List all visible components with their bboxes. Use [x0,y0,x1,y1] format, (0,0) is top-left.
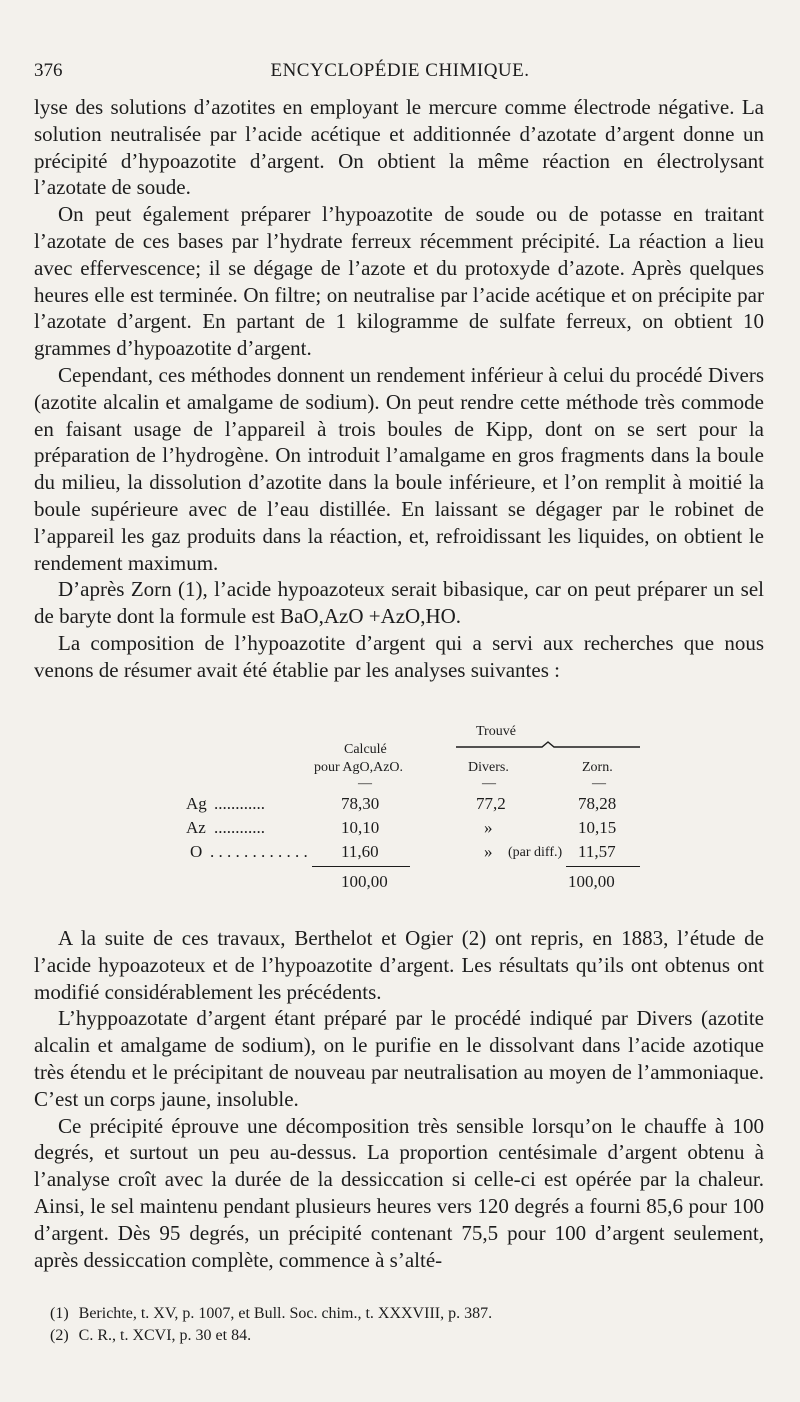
total-zorn: 100,00 [568,872,615,891]
paragraph: La composition de l’hypoazotite d’argent qui a servi aux recherches que nous venons de résumer avait été établie par les analyses suivantes : [34,630,764,682]
dot-leader: ............ [214,794,265,813]
footnote [50,1325,750,1347]
analysis-table [186,724,640,896]
paragraph: L’hyppoazotate d’argent étant préparé par le procédé indiqué par Divers (azotite alcalin et amalgame de sodium), on le purifie en le dissolvant dans l’acide azotique très étendu et le précipitant de nouveau par neutralisation au moyen de l’ammoniaque. C’est un corps jaune, insoluble. [34,1006,764,1111]
paragraph: D’après Zorn (1), l’acide hypoazoteux serait bibasique, car on peut préparer un sel de baryte dont la formule est BaO,AzO +AzO,HO. [34,577,764,629]
trouve-label: Trouvé [476,724,516,739]
divers-dash: — [482,776,496,791]
calc-dash: — [358,776,372,791]
element-symbol: Az [186,818,206,837]
paragraph: Cependant, ces méthodes donnent un rendement inférieur à celui du procédé Divers (azotite alcalin et amalgame de sodium). On peut rendre cette méthode très commode en faisant usage de l’appareil à trois boules de Kipp, dont on se sert pour la préparation de l’hydrogène. On introduit l’amalgame en gros fragments dans la boule du milieu, la dissolution d’azotite dans la boule inférieure, et l’on remplit à moitié la boule supérieure avec de l’eau distillée. En laissant se dégager par le robinet de l’appareil les gaz produits dans la réaction, et, refroidissant les liquides, on obtient le rendement maximum. [34,362,764,575]
page-number: 376 [34,60,63,81]
footnote-text: Berichte, t. XV, p. 1007, et Bull. Soc. chim., t. XXXVIII, p. 387. [78,1305,493,1322]
total-calc: 100,00 [341,872,388,891]
value-note: (par diff.) [508,845,563,860]
calc-label: Calculé [344,742,387,757]
footnote-mark: (2) [50,1327,69,1344]
calc-value: 11,60 [341,842,379,861]
divers-value: » [484,818,493,837]
running-title: ENCYCLOPÉDIE CHIMIQUE. [270,60,530,81]
element-symbol: O [190,842,203,861]
footnotes [50,1303,750,1347]
dot-leader: . . . . . . . . . . . . [210,842,308,861]
dot-leader: ............ [214,818,265,837]
footnote-mark: (1) [50,1305,69,1322]
sum-rule [312,866,410,867]
calc-label-formula: pour AgO,AzO. [314,760,404,775]
calc-value: 10,10 [341,818,380,837]
paragraph: Ce précipité éprouve une décomposition très sensible lorsqu’on le chauffe à 100 degrés, et surtout un peu au-dessus. La proportion centésimale d’argent obtenu à l’analyse croît avec la durée de la dessiccation si celle-ci est opérée par la chaleur. Ainsi, le sel maintenu pendant plusieurs heures vers 120 degrés a fourni 85,6 pour 100 d’argent. Dès 95 degrés, un précipité contenant 75,5 pour 100 d’argent seulement, après dessiccation complète, commence à s’alté- [34,1113,764,1272]
zorn-value: 10,15 [578,818,617,837]
trouve-brace [454,740,642,750]
calc-value: 78,30 [341,794,380,813]
paragraph: On peut également préparer l’hypoazotite de soude ou de potasse en traitant l’azotate de ces bases par l’hydrate ferreux récemment précipité. La réaction a lieu avec effervescence; il se dégage de l’azote et du protoxyde d’azote. Après quelques heures elle est terminée. On filtre; on neutralise par l’acide acétique et on précipite par l’azotate d’argent. En partant de 1 kilogramme de sulfate ferreux, on obtient 10 grammes d’hypoazotite d’argent. [34,202,764,361]
zorn-value: 11,57 [578,842,616,861]
page-header [34,60,766,86]
zorn-label: Zorn. [582,760,613,775]
divers-value: » [484,842,493,861]
element-symbol: Ag [186,794,207,813]
sum-rule [566,866,640,867]
main-text-bottom [34,925,764,1273]
main-text-top [34,94,764,684]
paragraph: lyse des solutions d’azotites en employant le mercure comme électrode négative. La solution neutralisée par l’acide acétique et additionnée d’azotate d’argent donne un précipité d’hypoazotite d’argent. On obtient la même réaction en électrolysant l’azotate de soude. [34,95,764,200]
zorn-value: 78,28 [578,794,617,813]
footnote [50,1303,750,1325]
divers-label: Divers. [468,760,509,775]
divers-value: 77,2 [476,794,506,813]
zorn-dash: — [592,776,606,791]
footnote-text: C. R., t. XCVI, p. 30 et 84. [78,1327,252,1344]
paragraph: A la suite de ces travaux, Berthelot et Ogier (2) ont repris, en 1883, l’étude de l’acide hypoazoteux et de l’hypoazotite d’argent. Les résultats qu’ils ont obtenus ont modifié considérablement les précédents. [34,926,764,1004]
